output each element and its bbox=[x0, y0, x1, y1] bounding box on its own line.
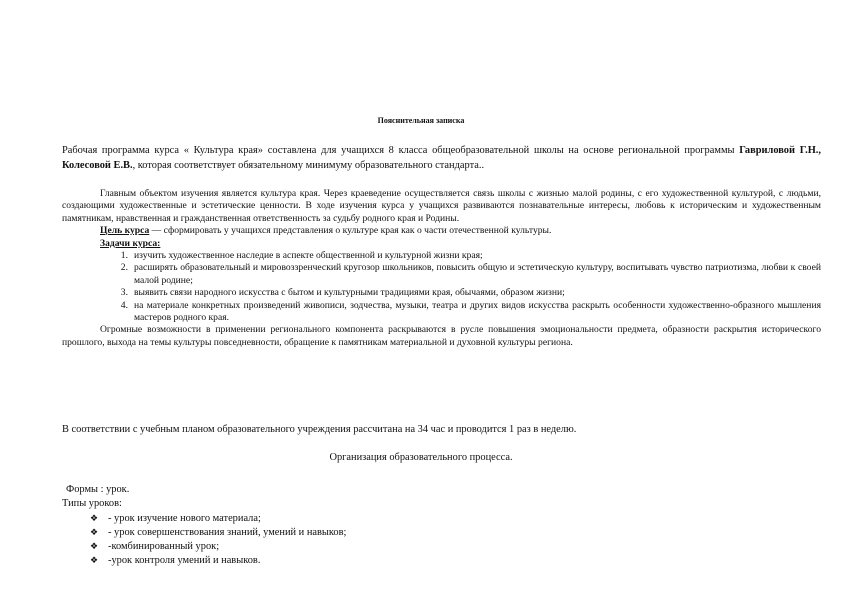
types-label: Типы уроков: bbox=[62, 498, 122, 509]
lesson-type-text: - урок совершенствования знаний, умений и навыков; bbox=[108, 527, 347, 538]
diamond-bullet-icon: ❖ bbox=[90, 542, 99, 552]
lesson-type-text: -комбинированный урок; bbox=[108, 541, 220, 552]
lesson-type-text: -урок контроля умений и навыков. bbox=[108, 555, 261, 566]
tasks-heading bbox=[62, 238, 821, 250]
list-item bbox=[90, 512, 346, 526]
list-item-text: выявить связи народного искусства с бытом и культурными традициями края, обычаями, образом жизни; bbox=[134, 287, 565, 299]
list-item bbox=[120, 262, 821, 287]
accordance-line: В соответствии с учебным планом образовательного учреждения рассчитана на 34 час и проводится 1 раз в неделю. bbox=[62, 424, 577, 435]
list-item bbox=[120, 287, 821, 299]
diamond-bullet-icon: ❖ bbox=[90, 514, 99, 524]
tasks-list bbox=[62, 250, 821, 324]
list-item-text: на материале конкретных произведений живописи, зодчества, музыки, театра и других видов искусства раскрыть особенности художественно-образного мышления мастеров родного края. bbox=[134, 299, 821, 324]
list-item-number: 4. bbox=[120, 299, 128, 311]
org-title: Организация образовательного процесса. bbox=[329, 452, 513, 463]
list-item-text: изучить художественное наследие в аспекте общественной и культурной жизни края; bbox=[134, 250, 483, 262]
diamond-bullet-icon: ❖ bbox=[90, 528, 99, 538]
doc-title: Пояснительная записка bbox=[377, 116, 465, 125]
list-item bbox=[90, 554, 346, 568]
tasks-label: Задачи курса: bbox=[100, 237, 161, 249]
goal-line bbox=[62, 225, 821, 237]
list-item-number: 3. bbox=[120, 287, 128, 299]
list-item-number: 2. bbox=[120, 262, 128, 274]
list-item bbox=[120, 250, 821, 262]
list-item bbox=[120, 299, 821, 325]
list-item-text: расширять образовательный и мировоззренческий кругозор школьников, повысить общую и эстетическую культуру, воспитывать чувство патриотизма, любви к своей малой родине; bbox=[134, 262, 821, 286]
lesson-types-list bbox=[90, 512, 346, 568]
intro-paragraph bbox=[62, 143, 821, 173]
intro-text-2: , которая соответствует обязательному минимуму образовательного стандарта.. bbox=[132, 160, 485, 171]
list-item bbox=[90, 526, 346, 540]
lesson-type-text: - урок изучение нового материала; bbox=[108, 513, 261, 524]
list-item bbox=[90, 540, 346, 554]
main-body bbox=[62, 188, 821, 349]
intro-authors: Гавриловой Г.Н., Колесовой Е.В. bbox=[62, 145, 822, 171]
diamond-bullet-icon: ❖ bbox=[90, 556, 99, 566]
goal-text: — сформировать у учащихся представления о культуре края как о части отечественной культуры. bbox=[149, 225, 552, 237]
intro-text-1: Рабочая программа курса « Культура края» составлена для учащихся 8 класса общеобразовательной школы на основе региональной программы bbox=[62, 145, 740, 156]
main-paragraph: Главным объектом изучения является культура края. Через краеведение осуществляется связь школы с жизнью малой родины, с его художественной культурой, с людьми, создающими художественные и эстетические ценности. В ходе изучения курса у учащихся развиваются познавательные интересы, любовь к историческим и художественным памятникам, нравственная и гражданственная ответственность за судьбу родного края и Родины. bbox=[62, 188, 821, 224]
goal-label: Цель курса bbox=[100, 225, 150, 237]
list-item-number: 1. bbox=[120, 250, 128, 262]
possibilities-paragraph: Огромные возможности в применении регионального компонента раскрываются в русле повышения эмоциональности предмета, образности раскрытия исторического прошлого, выхода на темы культуры повседневности, обращение к памятникам материальной и духовной культуры региона. bbox=[62, 324, 821, 348]
forms-line: Формы : урок. bbox=[66, 484, 130, 495]
